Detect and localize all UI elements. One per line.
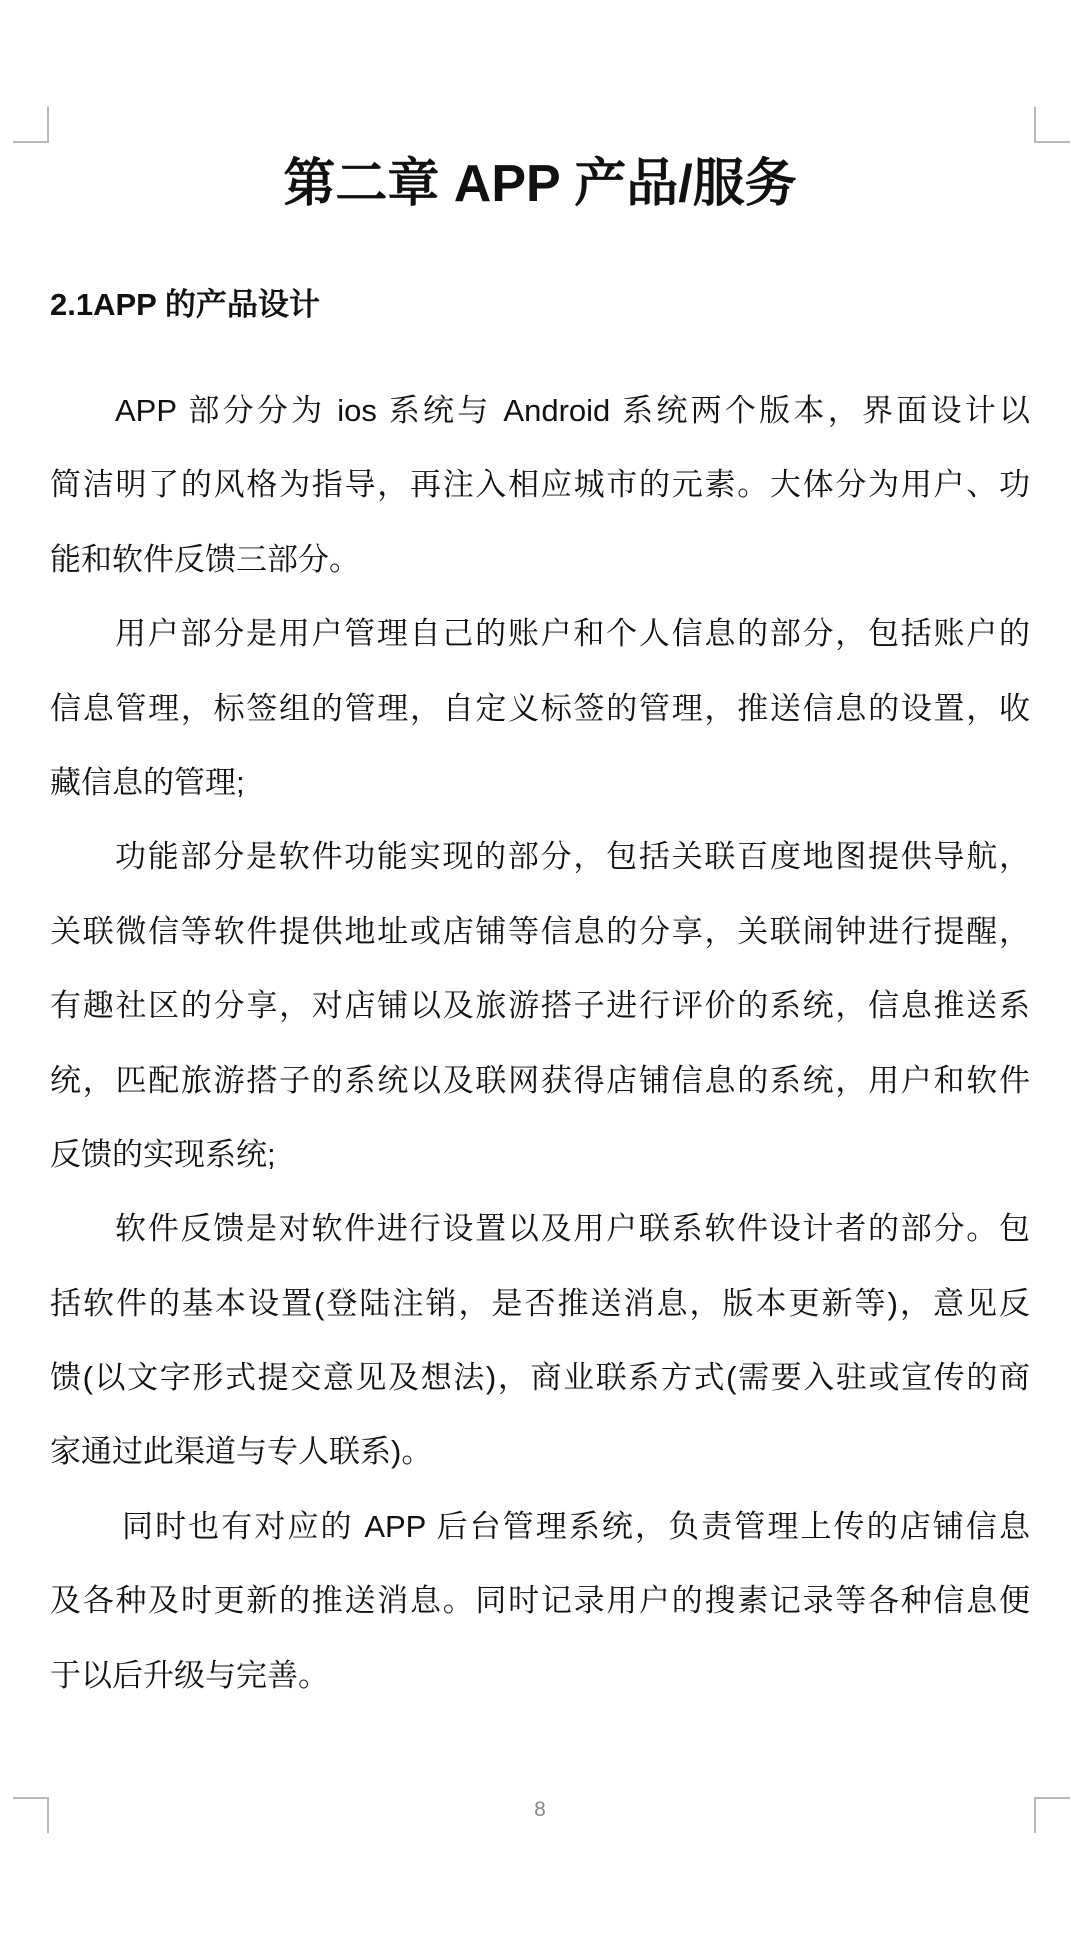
paragraph-line: 软件反馈是对软件进行设置以及用户联系软件设计者的部分。包: [115, 1211, 1030, 1247]
paragraph-line: 括软件的基本设置(登陆注销，是否推送消息，版本更新等)，意见反: [50, 1285, 1030, 1321]
paragraph-line: 于以后升级与完善。: [50, 1657, 329, 1693]
section-heading: 2.1APP 的产品设计: [50, 287, 320, 322]
paragraph: [50, 1192, 1030, 1490]
paragraph-line: 关联微信等软件提供地址或店铺等信息的分享，关联闹钟进行提醒，: [50, 913, 1030, 949]
paragraph: [50, 1490, 1030, 1713]
paragraph-line: 藏信息的管理;: [50, 764, 245, 800]
paragraph-line: 反馈的实现系统;: [50, 1136, 276, 1172]
paragraph-line: 用户部分是用户管理自己的账户和个人信息的部分，包括账户的: [115, 616, 1030, 652]
paragraph-line: 功能部分是软件功能实现的部分，包括关联百度地图提供导航，: [115, 839, 1030, 875]
crop-mark-top-right: [1034, 107, 1070, 143]
paragraph-line: 信息管理，标签组的管理，自定义标签的管理，推送信息的设置，收: [50, 690, 1030, 726]
paragraph: [50, 374, 1030, 597]
document-body: [50, 374, 1030, 1713]
paragraph: [50, 597, 1030, 820]
paragraph-line: 同时也有对应的 APP 后台管理系统，负责管理上传的店铺信息: [122, 1508, 1030, 1544]
page-number: 8: [534, 1798, 546, 1821]
paragraph-line: 家通过此渠道与专人联系)。: [50, 1434, 433, 1470]
paragraph-line: 统，匹配旅游搭子的系统以及联网获得店铺信息的系统，用户和软件: [50, 1062, 1030, 1098]
chapter-title: 第二章 APP 产品/服务: [283, 155, 797, 213]
paragraph-line: 有趣社区的分享，对店铺以及旅游搭子进行评价的系统，信息推送系: [50, 988, 1030, 1024]
paragraph-line: 能和软件反馈三部分。: [50, 541, 360, 577]
paragraph-line: 馈(以文字形式提交意见及想法)，商业联系方式(需要入驻或宣传的商: [50, 1360, 1030, 1396]
paragraph-line: APP 部分分为 ios 系统与 Android 系统两个版本，界面设计以: [115, 393, 1030, 428]
paragraph-line: 及各种及时更新的推送消息。同时记录用户的搜素记录等各种信息便: [50, 1583, 1030, 1619]
paragraph-line: 简洁明了的风格为指导，再注入相应城市的元素。大体分为用户、功: [50, 467, 1030, 503]
crop-mark-top-left: [13, 107, 49, 143]
paragraph: [50, 820, 1030, 1192]
